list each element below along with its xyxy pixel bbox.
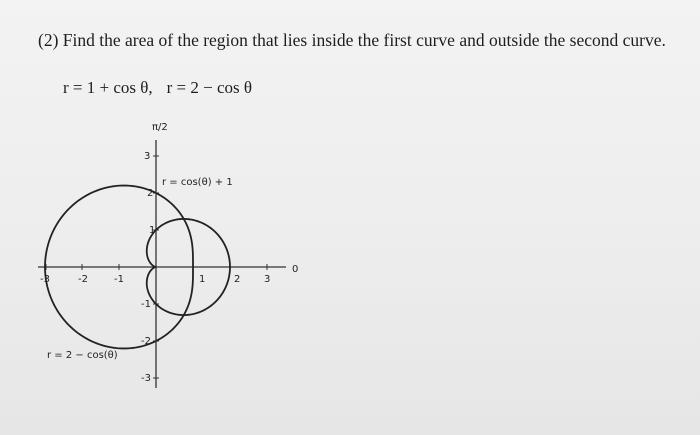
y-tick-label: 3 [144, 151, 151, 162]
y-tick-label: -3 [141, 373, 151, 384]
x-tick-label: 2 [234, 274, 241, 285]
question-text: (2) Find the area of the region that lies inside the first curve and outside the second curve. [38, 30, 666, 50]
angle-label-top: π/2 [152, 122, 168, 133]
x-tick-label: 3 [264, 274, 271, 285]
cardioid-label: r = cos(θ) + 1 [162, 177, 233, 188]
y-tick-label: 2 [147, 188, 154, 199]
equation-first: r = 1 + cos θ, [63, 78, 153, 97]
y-tick-label: 1 [149, 225, 156, 236]
equation-second: r = 2 − cos θ [166, 78, 253, 97]
x-tick-label: 1 [199, 274, 206, 285]
x-tick-label: -2 [78, 274, 88, 285]
x-tick-label: -1 [114, 274, 124, 285]
x-tick-label: -3 [40, 274, 50, 285]
angle-label-right: 0 [292, 264, 299, 275]
y-tick-label: -1 [141, 299, 151, 310]
limacon-label: r = 2 − cos(θ) [47, 350, 118, 361]
y-tick-label: -2 [141, 336, 151, 347]
